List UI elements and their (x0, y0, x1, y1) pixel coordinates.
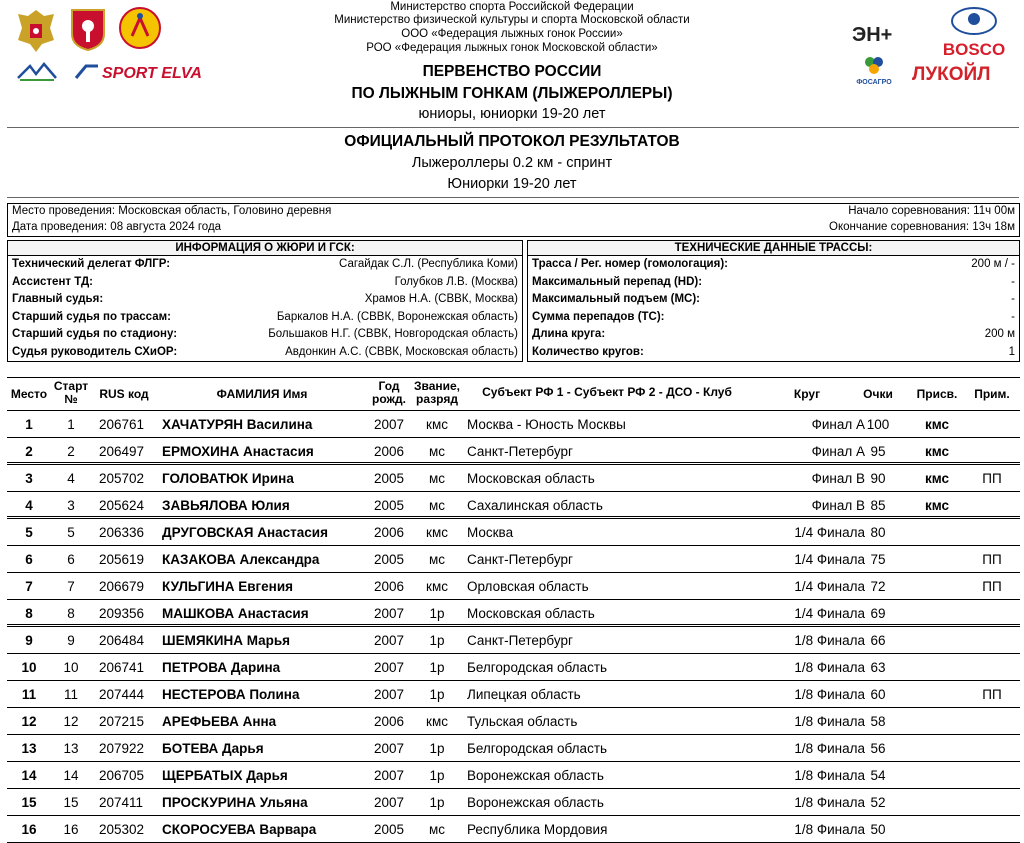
jury-row: Судья руководитель СХиОР: Авдонкин А.С. (СВВК, Московская область) (12, 345, 518, 358)
col-club: Субъект РФ 1 - Субъект РФ 2 - ДСО - Клуб (482, 385, 732, 399)
cell-name: КУЛЬГИНА Евгения (162, 579, 294, 594)
cell-points: 52 (870, 795, 886, 810)
cell-start: 15 (63, 795, 79, 810)
cell-round: Финал А (811, 444, 865, 459)
cell-award: кмс (924, 471, 950, 486)
venue-date: Дата проведения: 08 августа 2024 года (12, 221, 222, 233)
table-row (7, 519, 1020, 546)
en-plus-logo: ЭН+ (852, 24, 893, 46)
cell-rus: 209356 (99, 606, 145, 621)
cell-points: 75 (870, 552, 886, 567)
cell-year: 2006 (373, 579, 405, 594)
cell-start: 12 (63, 714, 79, 729)
tech-row: Трасса / Рег. номер (гомологация): 200 м / - (532, 258, 1015, 270)
discipline: Лыжероллеры 0.2 км - спринт (411, 155, 613, 171)
cell-points: 66 (870, 633, 886, 648)
cell-year: 2007 (373, 768, 405, 783)
cell-start: 8 (67, 606, 75, 621)
cell-points: 56 (870, 741, 886, 756)
organizer-line-1: Министерство спорта Российской Федерации (390, 1, 634, 13)
table-row (7, 762, 1020, 789)
cell-start: 1 (67, 417, 75, 432)
cell-rus: 205619 (99, 552, 145, 567)
cell-start: 6 (67, 552, 75, 567)
cell-place: 10 (21, 660, 37, 675)
cell-club: Московская область (467, 606, 595, 621)
table-row (7, 600, 1020, 627)
cell-name: ПРОСКУРИНА Ульяна (162, 795, 308, 810)
cell-round: 1/8 Финала (794, 633, 865, 648)
col-rank: Звание, разряд (413, 379, 461, 406)
cell-club: Республика Мордовия (467, 822, 608, 837)
cell-place: 11 (21, 687, 37, 702)
cell-note: ПП (982, 471, 1002, 486)
cell-points: 58 (870, 714, 886, 729)
cell-year: 2006 (373, 525, 405, 540)
cell-start: 11 (63, 687, 78, 702)
cell-rank: 1р (429, 633, 445, 648)
cell-start: 2 (67, 444, 75, 459)
cell-club: Москва (467, 525, 514, 540)
cell-round: 1/8 Финала (794, 795, 865, 810)
cell-year: 2006 (373, 714, 405, 729)
cell-year: 2007 (373, 660, 405, 675)
col-points: Очки (863, 387, 893, 401)
cell-points: 54 (870, 768, 886, 783)
cell-rus: 207411 (99, 795, 144, 810)
cell-rus: 206761 (99, 417, 145, 432)
cell-points: 80 (870, 525, 886, 540)
cell-start: 16 (63, 822, 79, 837)
cell-points: 60 (870, 687, 886, 702)
cell-award: кмс (924, 417, 950, 432)
tech-row: Сумма перепадов (TC): - (532, 310, 1015, 323)
cell-start: 4 (67, 471, 75, 486)
cell-rus: 205302 (99, 822, 145, 837)
lukoil-logo: ЛУКОЙЛ (912, 64, 991, 85)
cell-place: 16 (21, 822, 37, 837)
cell-club: Москва - Юность Москвы (467, 417, 626, 432)
cell-place: 4 (25, 498, 33, 513)
cell-round: 1/8 Финала (794, 768, 865, 783)
cell-name: КАЗАКОВА Александра (162, 552, 320, 567)
cell-rank: 1р (429, 606, 445, 621)
cell-club: Белгородская область (467, 741, 608, 756)
cell-place: 14 (21, 768, 37, 783)
cell-place: 15 (21, 795, 37, 810)
jury-row: Старший судья по стадиону: Большаков Н.Г. (СВВК, Новгородская область) (12, 328, 518, 340)
cell-year: 2005 (373, 822, 405, 837)
table-row (7, 816, 1020, 843)
table-row (7, 735, 1020, 762)
cell-name: МАШКОВА Анастасия (162, 606, 309, 621)
cell-name: ШЕМЯКИНА Марья (162, 633, 291, 648)
cell-points: 85 (870, 498, 886, 513)
cell-place: 12 (21, 714, 37, 729)
col-award: Присв. (916, 387, 958, 401)
event-category: юниоры, юниорки 19-20 лет (418, 106, 606, 122)
cell-name: СКОРОСУЕВА Варвара (162, 822, 317, 837)
jury-header: ИНФОРМАЦИЯ О ЖЮРИ И ГСК: (8, 241, 522, 256)
cell-name: ДРУГОВСКАЯ Анастасия (162, 525, 328, 540)
table-row (7, 573, 1020, 600)
cell-points: 50 (870, 822, 886, 837)
divider (7, 197, 1019, 198)
organizer-line-3: ООО «Федерация лыжных гонок России» (401, 28, 623, 40)
col-start: Старт № (53, 379, 89, 406)
cell-place: 7 (25, 579, 33, 594)
table-row (7, 546, 1020, 573)
tech-row: Длина круга: 200 м (532, 328, 1015, 340)
jury-row: Старший судья по трассам: Баркалов Н.А. (СВВК, Воронежская область) (12, 310, 518, 323)
tech-row: Количество кругов: 1 (532, 345, 1015, 358)
cell-name: ЗАВЬЯЛОВА Юлия (162, 498, 290, 513)
table-row (7, 465, 1020, 492)
cell-note: ПП (982, 579, 1002, 594)
cell-name: ПЕТРОВА Дарина (162, 660, 281, 675)
cell-points: 63 (870, 660, 886, 675)
cell-rus: 207444 (99, 687, 145, 702)
cell-name: ЕРМОХИНА Анастасия (162, 444, 314, 459)
cell-rank: 1р (429, 687, 445, 702)
cell-rus: 207922 (99, 741, 145, 756)
cell-rus: 206484 (99, 633, 145, 648)
cell-club: Липецкая область (467, 687, 581, 702)
cell-rus: 206705 (99, 768, 145, 783)
cell-year: 2007 (373, 633, 405, 648)
cell-rank: мс (428, 822, 446, 837)
protocol-title: ОФИЦИАЛЬНЫЙ ПРОТОКОЛ РЕЗУЛЬТАТОВ (344, 133, 680, 150)
table-row (7, 411, 1020, 438)
jury-row: Ассистент ТД: Голубков Л.В. (Москва) (12, 275, 518, 288)
cell-rank: кмс (426, 579, 448, 594)
cell-points: 95 (870, 444, 886, 459)
cell-club: Санкт-Петербург (467, 552, 573, 567)
cell-name: ГОЛОВАТЮК Ирина (162, 471, 294, 486)
competition-start-time: Начало соревнования: 11ч 00м (848, 205, 1015, 217)
cell-round: Финал А (811, 417, 865, 432)
organizer-line-4: РОО «Федерация лыжных гонок Московской области» (366, 42, 658, 54)
cell-club: Белгородская область (467, 660, 608, 675)
col-name: ФАМИЛИЯ Имя (216, 387, 308, 401)
cell-rank: мс (428, 471, 446, 486)
age-group: Юниорки 19-20 лет (447, 176, 577, 192)
cell-name: НЕСТЕРОВА Полина (162, 687, 300, 702)
cell-rus: 205624 (99, 498, 145, 513)
venue-info-box (7, 203, 1020, 237)
jury-info-panel (7, 240, 523, 362)
cell-name: ХАЧАТУРЯН Василина (162, 417, 313, 432)
cell-points: 100 (866, 417, 890, 432)
cell-club: Воронежская область (467, 768, 604, 783)
cell-year: 2007 (373, 417, 405, 432)
venue-place: Место проведения: Московская область, Головино деревня (12, 205, 332, 217)
event-title-line-2: ПО ЛЫЖНЫМ ГОНКАМ (ЛЫЖЕРОЛЛЕРЫ) (351, 85, 673, 102)
cell-club: Орловская область (467, 579, 589, 594)
cell-rank: 1р (429, 660, 445, 675)
cell-place: 9 (25, 633, 33, 648)
cell-award: кмс (924, 498, 950, 513)
cell-rank: мс (428, 552, 446, 567)
cell-start: 3 (67, 498, 75, 513)
cell-rus: 206336 (99, 525, 145, 540)
cell-year: 2007 (373, 741, 405, 756)
cell-start: 7 (67, 579, 75, 594)
table-row (7, 627, 1020, 654)
col-round: Круг (793, 387, 821, 401)
cell-round: 1/8 Финала (794, 714, 865, 729)
cell-start: 14 (63, 768, 79, 783)
cell-round: 1/8 Финала (794, 822, 865, 837)
tech-row: Максимальный перепад (HD): - (532, 275, 1015, 288)
cell-rank: мс (428, 498, 446, 513)
cell-place: 5 (25, 525, 33, 540)
table-row (7, 492, 1020, 519)
cell-start: 10 (63, 660, 79, 675)
cell-rus: 206679 (99, 579, 145, 594)
table-row (7, 708, 1020, 735)
col-place: Место (10, 387, 48, 401)
organizer-line-2: Министерство физической культуры и спорта Московской области (334, 14, 690, 26)
cell-club: Сахалинская область (467, 498, 603, 513)
cell-round: 1/4 Финала (794, 525, 865, 540)
tech-row: Максимальный подъем (MC): - (532, 293, 1015, 305)
cell-year: 2007 (373, 606, 405, 621)
results-table (7, 377, 1020, 843)
cell-year: 2005 (373, 471, 405, 486)
cell-club: Санкт-Петербург (467, 633, 573, 648)
col-note: Прим. (974, 387, 1010, 401)
cell-round: 1/4 Финала (794, 579, 865, 594)
cell-round: Финал В (811, 471, 865, 486)
col-rus: RUS код (99, 387, 149, 401)
cell-points: 90 (870, 471, 886, 486)
table-row (7, 681, 1020, 708)
track-tech-data-panel (527, 240, 1020, 362)
jury-row: Технический делегат ФЛГР: Сагайдак С.Л. (Республика Коми) (12, 258, 518, 270)
cell-note: ПП (982, 552, 1002, 567)
bosco-logo: BOSCO (934, 6, 1014, 62)
cell-rank: кмс (426, 417, 448, 432)
cell-place: 3 (25, 471, 33, 486)
cell-round: 1/8 Финала (794, 741, 865, 756)
cell-round: 1/4 Финала (794, 552, 865, 567)
cell-note: ПП (982, 687, 1002, 702)
event-title: ПЕРВЕНСТВО РОССИИ (422, 63, 602, 80)
cell-rank: мс (428, 444, 446, 459)
cell-place: 13 (21, 741, 37, 756)
cell-rus: 207215 (99, 714, 145, 729)
cell-award: кмс (924, 444, 950, 459)
cell-round: 1/8 Финала (794, 660, 865, 675)
cell-name: БОТЕВА Дарья (162, 741, 264, 756)
cell-year: 2005 (373, 552, 405, 567)
cell-rus: 206741 (99, 660, 145, 675)
table-row (7, 654, 1020, 681)
tech-header: ТЕХНИЧЕСКИЕ ДАННЫЕ ТРАССЫ: (528, 241, 1019, 256)
cell-round: 1/4 Финала (794, 606, 865, 621)
cell-year: 2007 (373, 795, 405, 810)
jury-row: Главный судья: Храмов Н.А. (СВВК, Москва) (12, 293, 518, 305)
cell-club: Московская область (467, 471, 595, 486)
elva-logo-text: SPORT ELVA (102, 65, 202, 82)
cell-club: Санкт-Петербург (467, 444, 573, 459)
fosagro-logo: ФОСАГРО (852, 56, 896, 86)
cell-rank: кмс (426, 714, 448, 729)
cell-points: 69 (870, 606, 886, 621)
cell-rank: 1р (429, 768, 445, 783)
cell-place: 6 (25, 552, 33, 567)
cell-club: Тульская область (467, 714, 578, 729)
cell-year: 2006 (373, 444, 405, 459)
table-row (7, 789, 1020, 816)
cell-rus: 205702 (99, 471, 145, 486)
cell-start: 13 (63, 741, 79, 756)
cell-start: 5 (67, 525, 75, 540)
cell-name: АРЕФЬЕВА Анна (162, 714, 277, 729)
cell-year: 2007 (373, 687, 405, 702)
cell-place: 1 (25, 417, 33, 432)
cell-rank: 1р (429, 741, 445, 756)
cell-club: Воронежская область (467, 795, 604, 810)
table-row (7, 438, 1020, 465)
cell-place: 8 (25, 606, 33, 621)
cell-rank: кмс (426, 525, 448, 540)
competition-end-time: Окончание соревнования: 13ч 18м (829, 221, 1015, 233)
col-year: Год рожд. (372, 379, 406, 406)
cell-points: 72 (870, 579, 886, 594)
divider (7, 127, 1019, 128)
cell-round: Финал В (811, 498, 865, 513)
cell-rus: 206497 (99, 444, 145, 459)
cell-year: 2005 (373, 498, 405, 513)
results-table-header (7, 378, 1020, 411)
cell-round: 1/8 Финала (794, 687, 865, 702)
cell-rank: 1р (429, 795, 445, 810)
cell-start: 9 (67, 633, 75, 648)
cell-name: ЩЕРБАТЫХ Дарья (162, 768, 288, 783)
cell-place: 2 (25, 444, 33, 459)
